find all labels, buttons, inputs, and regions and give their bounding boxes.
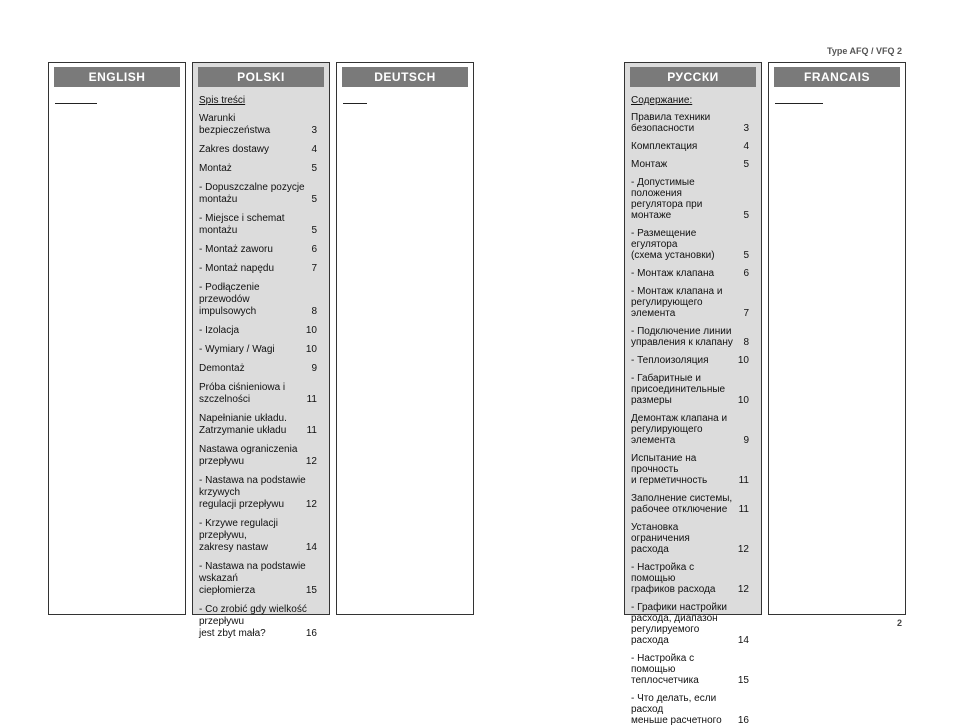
toc-entry-page: 12 (737, 584, 749, 595)
column-header-english: ENGLISH (54, 67, 180, 87)
toc-entry-text: Установка ограничения (631, 522, 690, 544)
toc-entry-text: Комплектация (631, 141, 698, 152)
toc-entry-text: Монтаж (631, 159, 668, 170)
toc-entry-text: - Podłączenie przewodów (199, 282, 260, 305)
column-deutsch (336, 62, 474, 615)
toc-entry-text: регулируемого расхода (631, 624, 700, 646)
toc-entry-text: регулятора при монтаже (631, 199, 703, 221)
toc-entry (631, 653, 755, 686)
toc-entry-page: 10 (305, 344, 317, 355)
toc-entry-text: krzywych (199, 487, 241, 498)
toc-entry (631, 373, 755, 406)
toc-entry-page: 10 (737, 395, 749, 406)
column-russian (624, 62, 762, 726)
toc-entry-text: Warunki bezpieczeństwa (199, 113, 271, 136)
toc-entry-text: zakresy nastaw (199, 542, 268, 553)
toc-entry (199, 113, 323, 137)
toc-entry (199, 263, 323, 275)
toc-entry-text: теплосчетчика (631, 675, 699, 686)
toc-entry (631, 693, 755, 726)
toc-entry-page: 11 (306, 394, 317, 405)
toc-title: Spis treści (199, 95, 246, 106)
toc-entry-text: регулирующего элемента (631, 297, 703, 319)
toc-entry (631, 453, 755, 486)
toc-entry-text: - Графики настройки (631, 602, 727, 613)
toc-entry-page: 10 (305, 325, 317, 336)
toc-entry-text: - Montaż zaworu (199, 244, 273, 255)
toc-entry-page: 6 (743, 268, 749, 279)
toc-entry-text: - Монтаж клапана (631, 268, 715, 279)
toc-entry-text: управления к клапану (631, 337, 733, 348)
toc-entry-text: расхода, диапазон (631, 613, 718, 624)
toc-entry (199, 213, 323, 237)
toc-entry (631, 562, 755, 595)
toc-entry-text: - Nastawa na podstawie (199, 475, 306, 486)
toc-entry-text: - Подключение линии (631, 326, 732, 337)
toc-entry-text: regulacji przepływu (199, 499, 285, 510)
toc-entry-page: 5 (311, 194, 317, 205)
toc-entry-page: 5 (311, 163, 317, 174)
toc-entry-text: расхода (631, 544, 669, 555)
toc-entry (631, 177, 755, 221)
toc-entry-page: 12 (305, 499, 317, 510)
toc-entry (631, 268, 755, 279)
toc-entry (199, 182, 323, 206)
toc-entry-page: 16 (737, 715, 749, 726)
toc-entry (199, 244, 323, 256)
toc-entry-text: jest zbyt mała? (199, 628, 266, 639)
toc-entry-text: wskazań (199, 573, 238, 584)
toc-entry-text: - Габаритные и (631, 373, 701, 384)
toc-entry-page: 12 (305, 456, 317, 467)
toc-entry-text: Правила техники (631, 112, 711, 123)
toc-entry-page: 11 (738, 475, 749, 486)
toc-entry-text: - Что делать, если расход (631, 693, 717, 715)
toc-entry-page: 5 (743, 210, 749, 221)
toc-entry-page: 5 (743, 159, 749, 170)
column-header-francais: FRANCAIS (774, 67, 900, 87)
toc-entry-text: меньше расчетного (631, 715, 722, 726)
toc-entry-text: - Монтаж клапана и (631, 286, 723, 297)
toc-entry-text: Zatrzymanie układu (199, 425, 287, 436)
toc-entry-page: 4 (311, 144, 317, 155)
toc-entry (199, 382, 323, 406)
toc-entry-page: 10 (737, 355, 749, 366)
toc-entry-text: - Montaż napędu (199, 263, 275, 274)
toc-entry-text: - Izolacja (199, 325, 240, 336)
toc-entry-page: 7 (311, 263, 317, 274)
toc-entry (199, 604, 323, 640)
toc-entry-text: - Krzywe regulacji (199, 518, 278, 529)
toc-entry-text: и герметичность (631, 475, 708, 486)
toc-entry-text: Demontaż (199, 363, 245, 374)
toc-entry-text: przepływu (199, 456, 245, 467)
toc-entry-text: impulsowych (199, 306, 257, 317)
toc-entry-text: - Размещение егулятора (631, 228, 697, 250)
toc-entry-text: (схема установки) (631, 250, 715, 261)
toc-entry-text: montażu (199, 194, 238, 205)
toc-entry-text: Montaż (199, 163, 232, 174)
toc-entry-text: присоединительные (631, 384, 726, 395)
toc-entry (631, 522, 755, 555)
column-header-deutsch: DEUTSCH (342, 67, 468, 87)
toc-entry-text: Próba ciśnieniowa i (199, 382, 286, 393)
toc-entry-text: графиков расхода (631, 584, 716, 595)
toc-entry-text: - Настройка с помощью (631, 562, 695, 584)
toc-entry (199, 413, 323, 437)
toc-entry-text: - Допустимые положения (631, 177, 695, 199)
toc-entry-text: Заполнение системы, (631, 493, 733, 504)
toc-entry-page: 15 (737, 675, 749, 686)
toc-entry (199, 561, 323, 597)
toc-entry-page: 7 (743, 308, 749, 319)
toc-entry-text: Nastawa ograniczenia (199, 444, 298, 455)
toc-entry-text: szczelności (199, 394, 251, 405)
toc-entry-page: 5 (743, 250, 749, 261)
toc-list (199, 113, 323, 640)
toc-entry-text: - Nastawa na podstawie (199, 561, 306, 572)
placeholder-line (775, 103, 823, 104)
toc-entry (199, 518, 323, 554)
toc-entry-page: 6 (311, 244, 317, 255)
toc-entry (631, 413, 755, 446)
toc-entry-text: рабочее отключение (631, 504, 728, 515)
toc-entry (631, 159, 755, 170)
toc-entry-page: 16 (305, 628, 317, 639)
toc-entry-page: 11 (738, 504, 749, 515)
toc-entry-page: 9 (743, 435, 749, 446)
toc-entry-text: безопасности (631, 123, 695, 134)
toc-entry (631, 228, 755, 261)
toc-entry (199, 475, 323, 511)
toc-entry-page: 3 (311, 125, 317, 136)
toc-entry-text: - Co zrobić gdy wielkość (199, 604, 307, 615)
placeholder-line (55, 103, 97, 104)
toc-entry-page: 12 (737, 544, 749, 555)
toc-russian (625, 87, 761, 726)
toc-entry-page: 9 (311, 363, 317, 374)
toc-entry (199, 363, 323, 375)
page-number: 2 (896, 618, 902, 628)
toc-entry (199, 144, 323, 156)
toc-entry-text: размеры (631, 395, 672, 406)
toc-entry-text: Испытание на прочность (631, 453, 697, 475)
document-type-label: Type AFQ / VFQ 2 (826, 46, 902, 56)
toc-entry (199, 444, 323, 468)
toc-entry-page: 15 (305, 585, 317, 596)
toc-list (631, 112, 755, 726)
toc-entry-page: 11 (306, 425, 317, 436)
column-header-polski: POLSKI (198, 67, 324, 87)
toc-entry-text: - Wymiary / Wagi (199, 344, 275, 355)
toc-entry-text: - Настройка с помощью (631, 653, 695, 675)
toc-entry-page: 3 (743, 123, 749, 134)
column-header-russian: РУССКИ (630, 67, 756, 87)
toc-entry (631, 286, 755, 319)
column-english (48, 62, 186, 615)
toc-entry-text: регулирующего (631, 424, 703, 435)
toc-entry (631, 493, 755, 515)
column-francais (768, 62, 906, 615)
toc-entry-text: Zakres dostawy (199, 144, 270, 155)
placeholder-line (343, 103, 367, 104)
toc-entry-text: элемента (631, 435, 676, 446)
toc-entry (631, 141, 755, 152)
toc-entry-page: 4 (743, 141, 749, 152)
toc-entry (199, 344, 323, 356)
column-polski (192, 62, 330, 639)
toc-entry (199, 282, 323, 318)
toc-entry-text: montażu (199, 225, 238, 236)
toc-polski (193, 87, 329, 640)
toc-entry-text: - Dopuszczalne pozycje (199, 182, 305, 193)
toc-entry-text: przepływu, (199, 530, 247, 541)
toc-entry (631, 112, 755, 134)
toc-entry-text: ciepłomierza (199, 585, 256, 596)
toc-entry-text: Napełnianie układu. (199, 413, 287, 424)
toc-entry (631, 326, 755, 348)
toc-entry-page: 14 (737, 635, 749, 646)
toc-title: Содержание: (631, 95, 693, 106)
toc-entry-text: - Miejsce i schemat (199, 213, 285, 224)
toc-entry (199, 325, 323, 337)
toc-entry-page: 8 (311, 306, 317, 317)
toc-entry-page: 8 (743, 337, 749, 348)
toc-entry (199, 163, 323, 175)
toc-entry-page: 5 (311, 225, 317, 236)
toc-entry (631, 355, 755, 366)
toc-entry-text: przepływu (199, 616, 245, 627)
toc-entry-text: - Теплоизоляция (631, 355, 709, 366)
toc-entry-text: Демонтаж клапана и (631, 413, 728, 424)
toc-entry-page: 14 (305, 542, 317, 553)
toc-entry (631, 602, 755, 646)
